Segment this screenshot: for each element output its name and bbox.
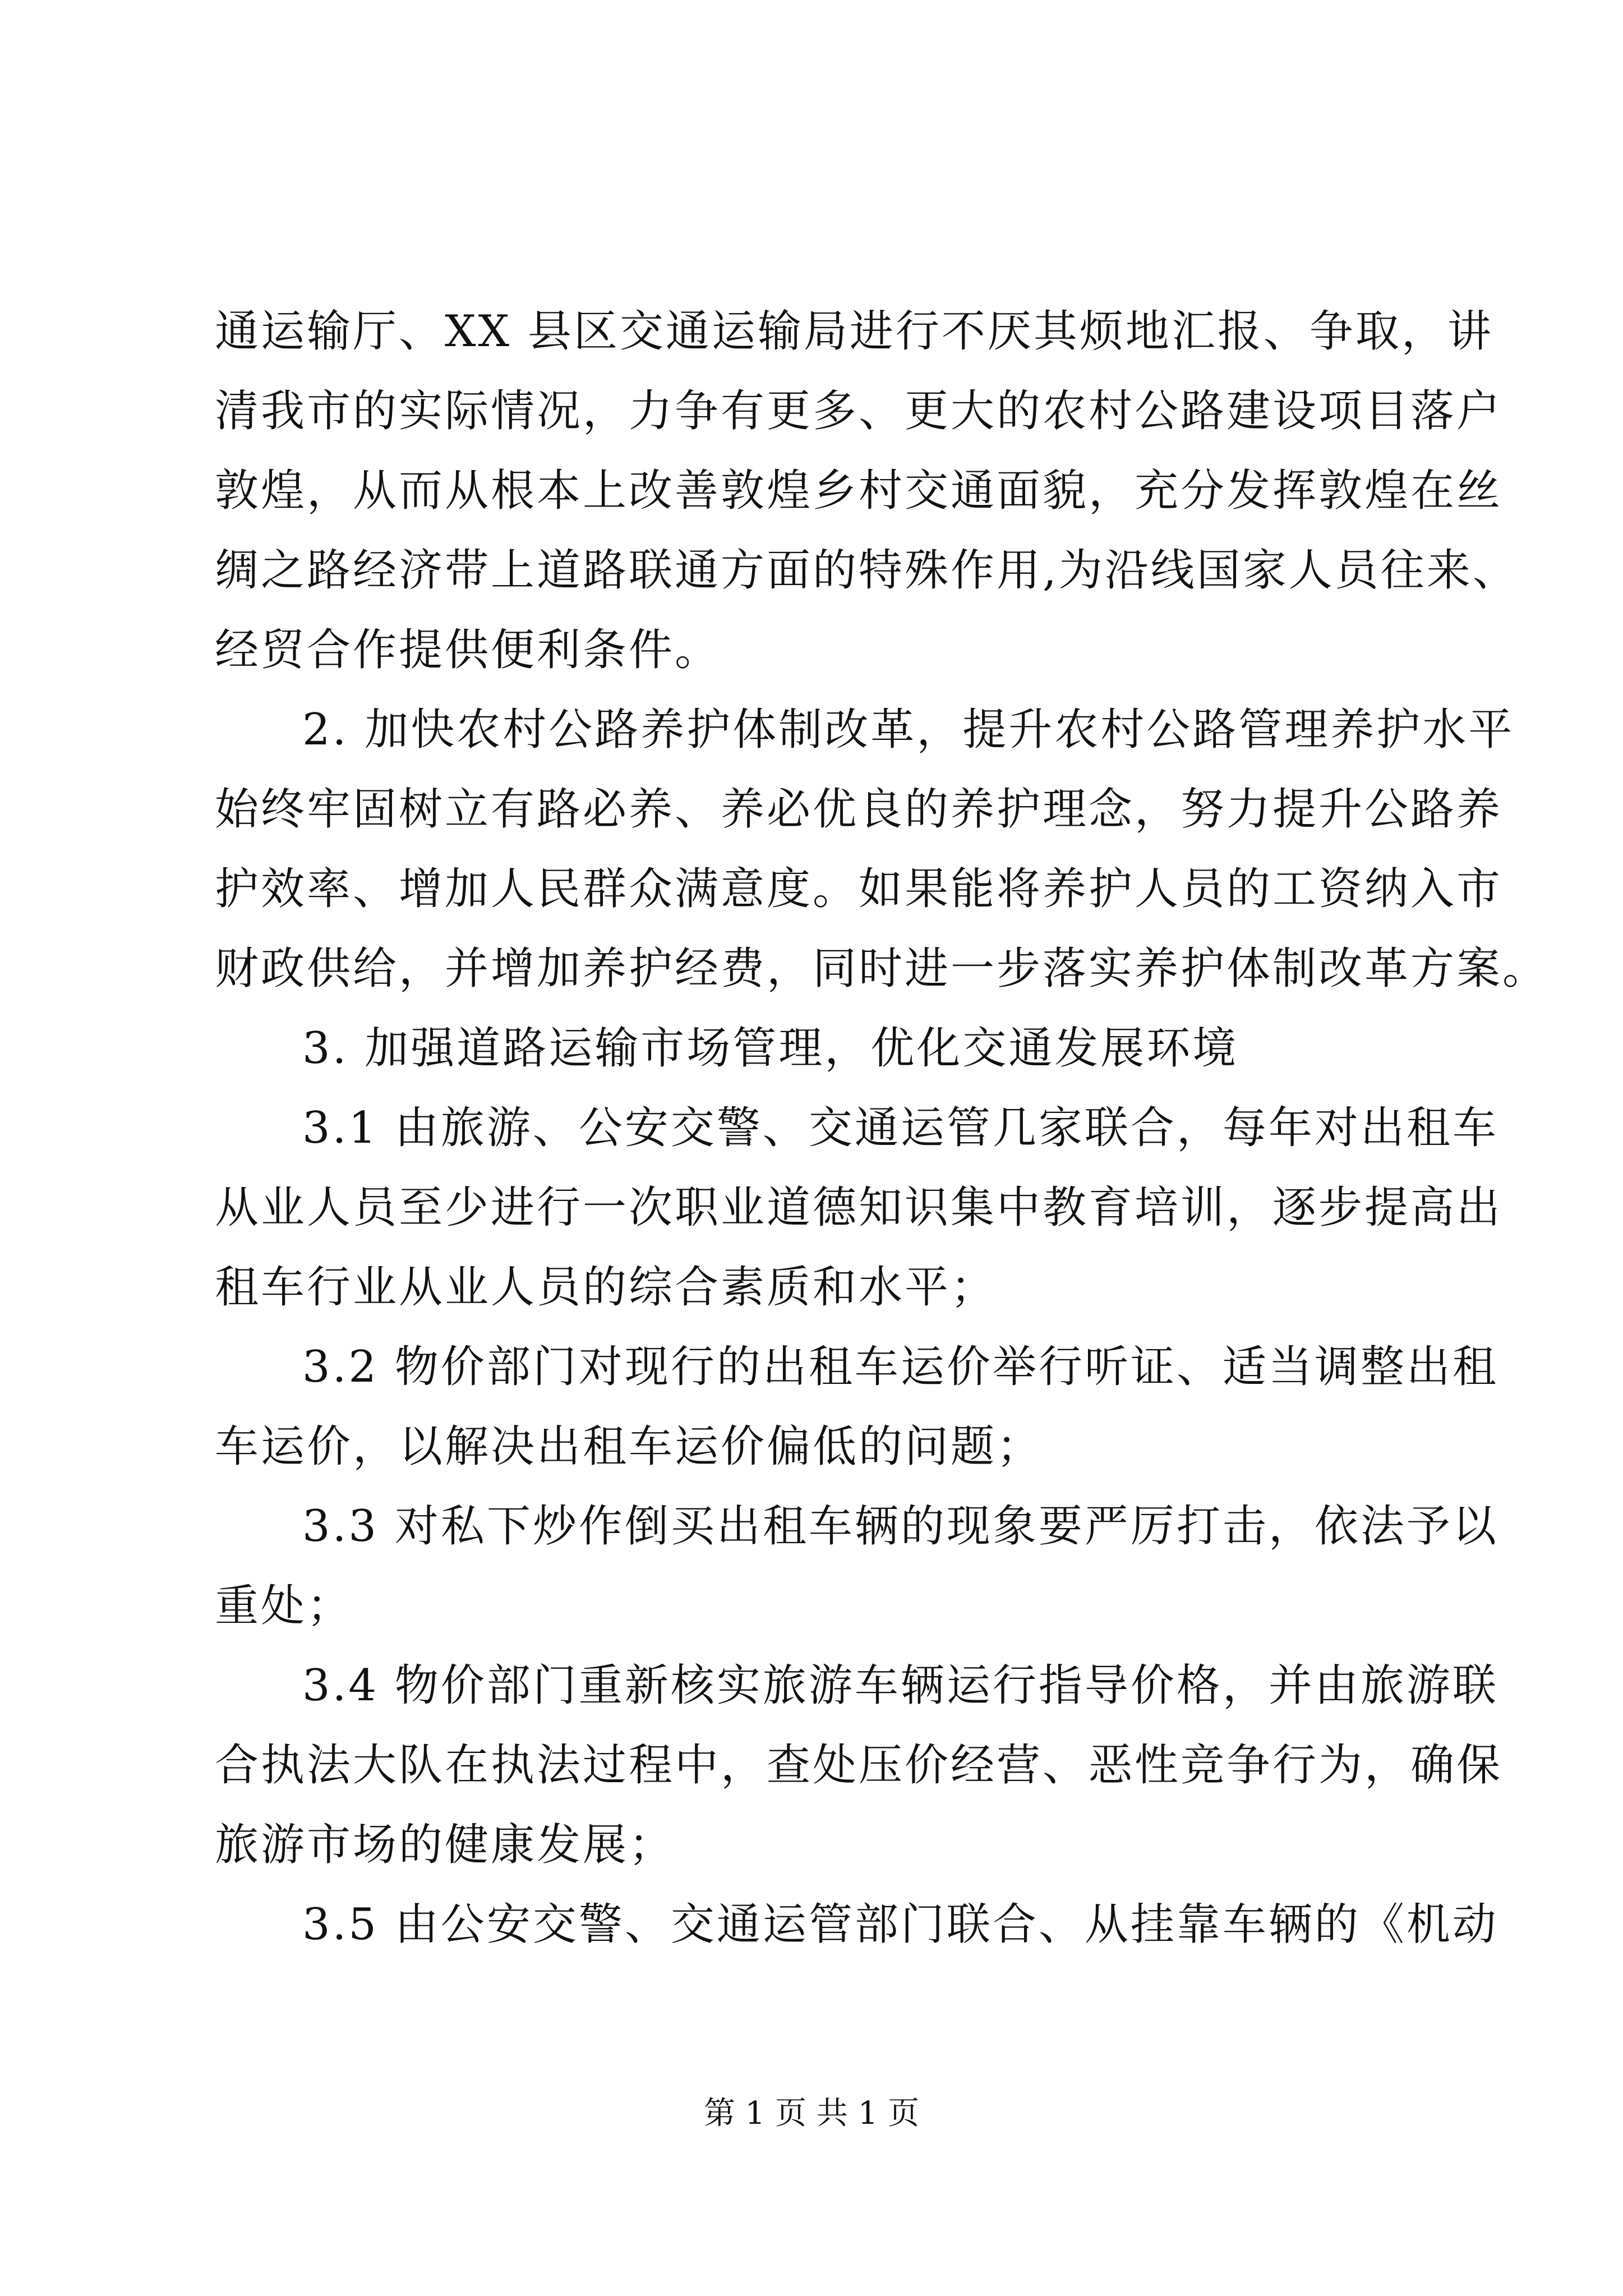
item-3-2: 3.2 物价部门对现行的出租车运价举行听证、适当调整出租 <box>302 1342 1498 1392</box>
text-line: 租车行业从业人员的综合素质和水平； <box>215 1262 997 1313</box>
page-footer: 第 1 页 共 1 页 <box>703 2095 920 2132</box>
item-3-4: 3.4 物价部门重新核实旅游车辆运行指导价格，并由旅游联 <box>302 1660 1498 1711</box>
text-line: 合执法大队在执法过程中，查处压价经营、恶性竞争行为，确保 <box>215 1740 1503 1791</box>
text-line: 绸之路经济带上道路联通方面的特殊作用,为沿线国家人员往来、 <box>215 545 1519 596</box>
text-line: 通运输厅、XX 县区交通运输局进行不厌其烦地汇报、争取，讲 <box>215 306 1493 357</box>
text-line: 重处； <box>215 1581 353 1631</box>
text-line: 财政供给，并增加养护经费，同时进一步落实养护体制改革方案。 <box>215 944 1549 994</box>
text-line: 护效率、增加人民群众满意度。如果能将养护人员的工资纳入市 <box>215 864 1503 914</box>
text-line: 旅游市场的健康发展； <box>215 1820 675 1870</box>
text-line: 车运价，以解决出租车运价偏低的问题； <box>215 1421 1043 1472</box>
body-text <box>215 292 1549 1964</box>
text-line: 经贸合作提供便利条件。 <box>215 625 721 675</box>
text-line: 始终牢固树立有路必养、养必优良的养护理念，努力提升公路养 <box>215 784 1503 835</box>
paragraph-2-heading: 2. 加快农村公路养护体制改革，提升农村公路管理养护水平 <box>302 705 1515 755</box>
text-line: 敦煌，从而从根本上改善敦煌乡村交通面貌，充分发挥敦煌在丝 <box>215 466 1503 516</box>
item-3-1: 3.1 由旅游、公安交警、交通运管几家联合，每年对出租车 <box>302 1103 1498 1153</box>
text-line: 清我市的实际情况，力争有更多、更大的农村公路建设项目落户 <box>215 386 1503 436</box>
item-3-5: 3.5 由公安交警、交通运管部门联合、从挂靠车辆的《机动 <box>302 1899 1498 1950</box>
paragraph-3-heading: 3. 加强道路运输市场管理，优化交通发展环境 <box>302 1023 1239 1074</box>
text-line: 从业人员至少进行一次职业道德知识集中教育培训，逐步提高出 <box>215 1182 1503 1233</box>
item-3-3: 3.3 对私下炒作倒买出租车辆的现象要严厉打击，依法予以 <box>302 1501 1498 1552</box>
